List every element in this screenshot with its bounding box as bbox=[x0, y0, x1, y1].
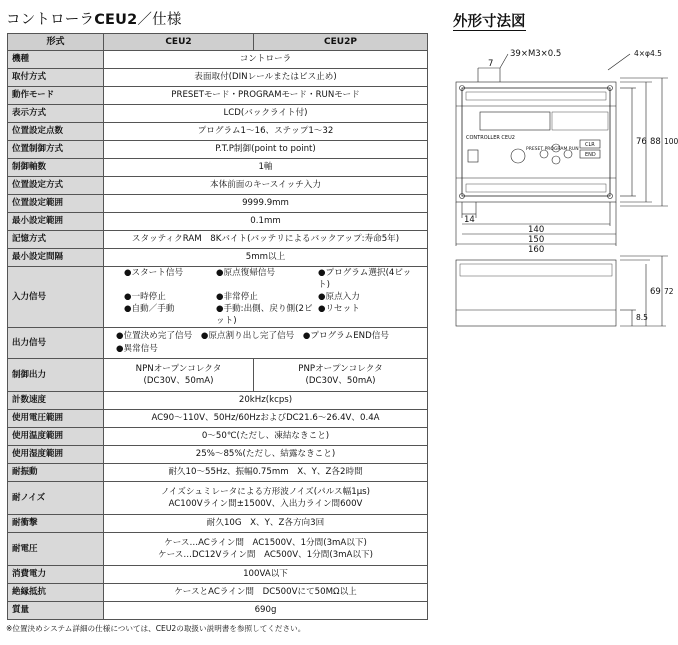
row-value: 耐久10G X、Y、Z各方向3回 bbox=[104, 515, 428, 533]
row-value: 表面取付(DINレールまたはビス止め) bbox=[104, 69, 428, 87]
connector-port bbox=[468, 150, 478, 162]
dim-label: 7 bbox=[488, 59, 494, 69]
voltage-value bbox=[104, 533, 428, 566]
row-value: LCD(バックライト付) bbox=[104, 105, 428, 123]
terminal-row-top bbox=[466, 92, 606, 100]
row-label: 取付方式 bbox=[8, 69, 104, 87]
row-label: 使用湿度範囲 bbox=[8, 446, 104, 464]
table-row bbox=[8, 392, 428, 410]
row-value: ケースとACライン間 DC500Vにて50MΩ以上 bbox=[104, 584, 428, 602]
ceu2p-output-line: (DC30V、50mA) bbox=[305, 376, 376, 386]
table-row bbox=[8, 566, 428, 584]
table-row bbox=[8, 267, 428, 328]
row-value: 1軸 bbox=[104, 159, 428, 177]
dim-label: 4×φ4.5 bbox=[634, 49, 662, 58]
row-value: 0～50℃(ただし、凍結なきこと) bbox=[104, 428, 428, 446]
led-block bbox=[552, 112, 608, 130]
table-row bbox=[8, 533, 428, 566]
mode-switch bbox=[511, 149, 525, 163]
dim-label: 140 bbox=[528, 225, 545, 235]
end-key-label: END bbox=[585, 152, 596, 158]
table-row bbox=[8, 123, 428, 141]
ceu2p-output-line: PNPオープンコレクタ bbox=[298, 364, 383, 374]
input-signals bbox=[104, 267, 428, 328]
voltage-line: ケース…DC12Vライン間 AC500V、1分間(3mA以下) bbox=[158, 550, 373, 560]
output-line: ●異常信号 bbox=[116, 344, 158, 354]
row-value: 690g bbox=[104, 602, 428, 620]
table-row bbox=[8, 359, 428, 392]
output-signals bbox=[104, 328, 428, 359]
input-signal: ●手動:出側、戻り側(2ビット) bbox=[216, 304, 313, 326]
table-row bbox=[8, 328, 428, 359]
leader-line bbox=[608, 54, 630, 70]
table-row bbox=[8, 195, 428, 213]
row-value: PRESETモード・PROGRAMモード・RUNモード bbox=[104, 87, 428, 105]
row-value: 5mm以上 bbox=[104, 249, 428, 267]
ceu2-output-line: (DC30V、50mA) bbox=[143, 376, 214, 386]
row-label: 使用温度範囲 bbox=[8, 428, 104, 446]
row-label: 耐振動 bbox=[8, 464, 104, 482]
dim-label: 69 bbox=[650, 287, 661, 297]
table-row bbox=[8, 410, 428, 428]
row-value: AC90～110V、50Hz/60HzおよびDC21.6～26.4V、0.4A bbox=[104, 410, 428, 428]
row-label: 入力信号 bbox=[8, 267, 104, 328]
table-row bbox=[8, 464, 428, 482]
input-signal: ●原点入力 bbox=[318, 292, 360, 302]
table-row bbox=[8, 446, 428, 464]
header-ceu2: CEU2 bbox=[104, 34, 254, 51]
header-ceu2p: CEU2P bbox=[254, 34, 428, 51]
noise-line: ノイズシュミレータによる方形波ノイズ(パルス幅1μs) bbox=[160, 487, 371, 497]
table-row bbox=[8, 602, 428, 620]
table-row bbox=[8, 584, 428, 602]
row-value: 9999.9mm bbox=[104, 195, 428, 213]
row-value: プログラム1～16、ステップ1～32 bbox=[104, 123, 428, 141]
panel-brand: CONTROLLER CEU2 bbox=[466, 135, 515, 141]
row-value: P.T.P制御(point to point) bbox=[104, 141, 428, 159]
output-line: ●位置決め完了信号 ●原点割り出し完了信号 ●プログラムEND信号 bbox=[116, 331, 389, 341]
table-row bbox=[8, 105, 428, 123]
row-value: 0.1mm bbox=[104, 213, 428, 231]
drawing-title: 外形寸法図 bbox=[453, 14, 526, 30]
row-label: 最小設定範囲 bbox=[8, 213, 104, 231]
row-label: 位置設定範囲 bbox=[8, 195, 104, 213]
table-row bbox=[8, 159, 428, 177]
dim-label: 14 bbox=[464, 215, 475, 225]
dim-label: 8.5 bbox=[636, 313, 648, 322]
dim-label: 39×M3×0.5 bbox=[510, 49, 562, 59]
clr-key-label: CLR bbox=[585, 142, 595, 148]
ceu2p-output bbox=[254, 359, 428, 392]
row-value: コントローラ bbox=[104, 51, 428, 69]
input-signal: ●一時停止 bbox=[124, 292, 166, 302]
row-label: 動作モード bbox=[8, 87, 104, 105]
table-row bbox=[8, 141, 428, 159]
table-row bbox=[8, 69, 428, 87]
voltage-line: ケース…ACライン間 AC1500V、1分間(3mA以下) bbox=[164, 538, 367, 548]
row-value: 100VA以下 bbox=[104, 566, 428, 584]
table-row bbox=[8, 482, 428, 515]
table-row bbox=[8, 231, 428, 249]
ceu2-output bbox=[104, 359, 254, 392]
row-label: 耐ノイズ bbox=[8, 482, 104, 515]
input-signal: ●非常停止 bbox=[216, 292, 258, 302]
dim-label: 100 bbox=[664, 137, 678, 146]
table-row bbox=[8, 177, 428, 195]
row-value: 本体前面のキースイッチ入力 bbox=[104, 177, 428, 195]
table-row bbox=[8, 515, 428, 533]
page-title: コントローラCEU2／仕様 bbox=[6, 12, 182, 28]
leader-line bbox=[500, 54, 508, 68]
dim-label: 76 bbox=[636, 137, 647, 147]
spec-table bbox=[7, 33, 428, 620]
row-label: 位置設定点数 bbox=[8, 123, 104, 141]
input-signal: ●リセット bbox=[318, 304, 360, 314]
row-value: 耐久10～55Hz、振幅0.75mm X、Y、Z各2時間 bbox=[104, 464, 428, 482]
row-label: 計数速度 bbox=[8, 392, 104, 410]
table-row bbox=[8, 249, 428, 267]
table-row bbox=[8, 213, 428, 231]
dim-label: 150 bbox=[528, 235, 545, 245]
row-label: 絶縁抵抗 bbox=[8, 584, 104, 602]
terminal-row-bottom bbox=[466, 184, 606, 192]
lcd-display bbox=[480, 112, 550, 130]
row-label: 消費電力 bbox=[8, 566, 104, 584]
input-signal: ●プログラム選択(4ビット) bbox=[318, 268, 412, 290]
table-row bbox=[8, 87, 428, 105]
row-label: 記憶方式 bbox=[8, 231, 104, 249]
side-view-outline bbox=[456, 260, 616, 326]
dim-label: 88 bbox=[650, 137, 661, 147]
footnote: ※位置決めシステム詳細の仕様については、CEU2の取扱い説明書を参照してください。 bbox=[6, 624, 306, 633]
dimension-drawing bbox=[440, 40, 678, 340]
dim-label: 72 bbox=[664, 287, 674, 296]
row-label: 機種 bbox=[8, 51, 104, 69]
header-label: 形式 bbox=[8, 34, 104, 51]
row-value: 25%～85%(ただし、結露なきこと) bbox=[104, 446, 428, 464]
noise-line: AC100Vライン間±1500V、入出力ライン間600V bbox=[168, 499, 363, 509]
row-label: 表示方式 bbox=[8, 105, 104, 123]
noise-value bbox=[104, 482, 428, 515]
row-label: 制御出力 bbox=[8, 359, 104, 392]
row-label: 制御軸数 bbox=[8, 159, 104, 177]
ceu2-output-line: NPNオープンコレクタ bbox=[135, 364, 222, 374]
row-label: 耐電圧 bbox=[8, 533, 104, 566]
row-value: 20kHz(kcps) bbox=[104, 392, 428, 410]
dim-label: 160 bbox=[528, 245, 545, 255]
input-signal: ●原点復帰信号 bbox=[216, 268, 276, 278]
input-signal: ●スタート信号 bbox=[124, 268, 184, 278]
row-label: 使用電圧範囲 bbox=[8, 410, 104, 428]
row-label: 耐衝撃 bbox=[8, 515, 104, 533]
table-row bbox=[8, 428, 428, 446]
row-label: 位置設定方式 bbox=[8, 177, 104, 195]
row-label: 位置制御方式 bbox=[8, 141, 104, 159]
table-header-row bbox=[8, 34, 428, 51]
input-signal: ●自動／手動 bbox=[124, 304, 175, 314]
row-label: 最小設定間隔 bbox=[8, 249, 104, 267]
panel-mode: PRESET PROGRAM RUN bbox=[526, 147, 579, 152]
table-row bbox=[8, 51, 428, 69]
row-value: スタッティクRAM 8Kバイト(バッテリによるバックアップ:寿命5年) bbox=[104, 231, 428, 249]
row-label: 出力信号 bbox=[8, 328, 104, 359]
row-label: 質量 bbox=[8, 602, 104, 620]
